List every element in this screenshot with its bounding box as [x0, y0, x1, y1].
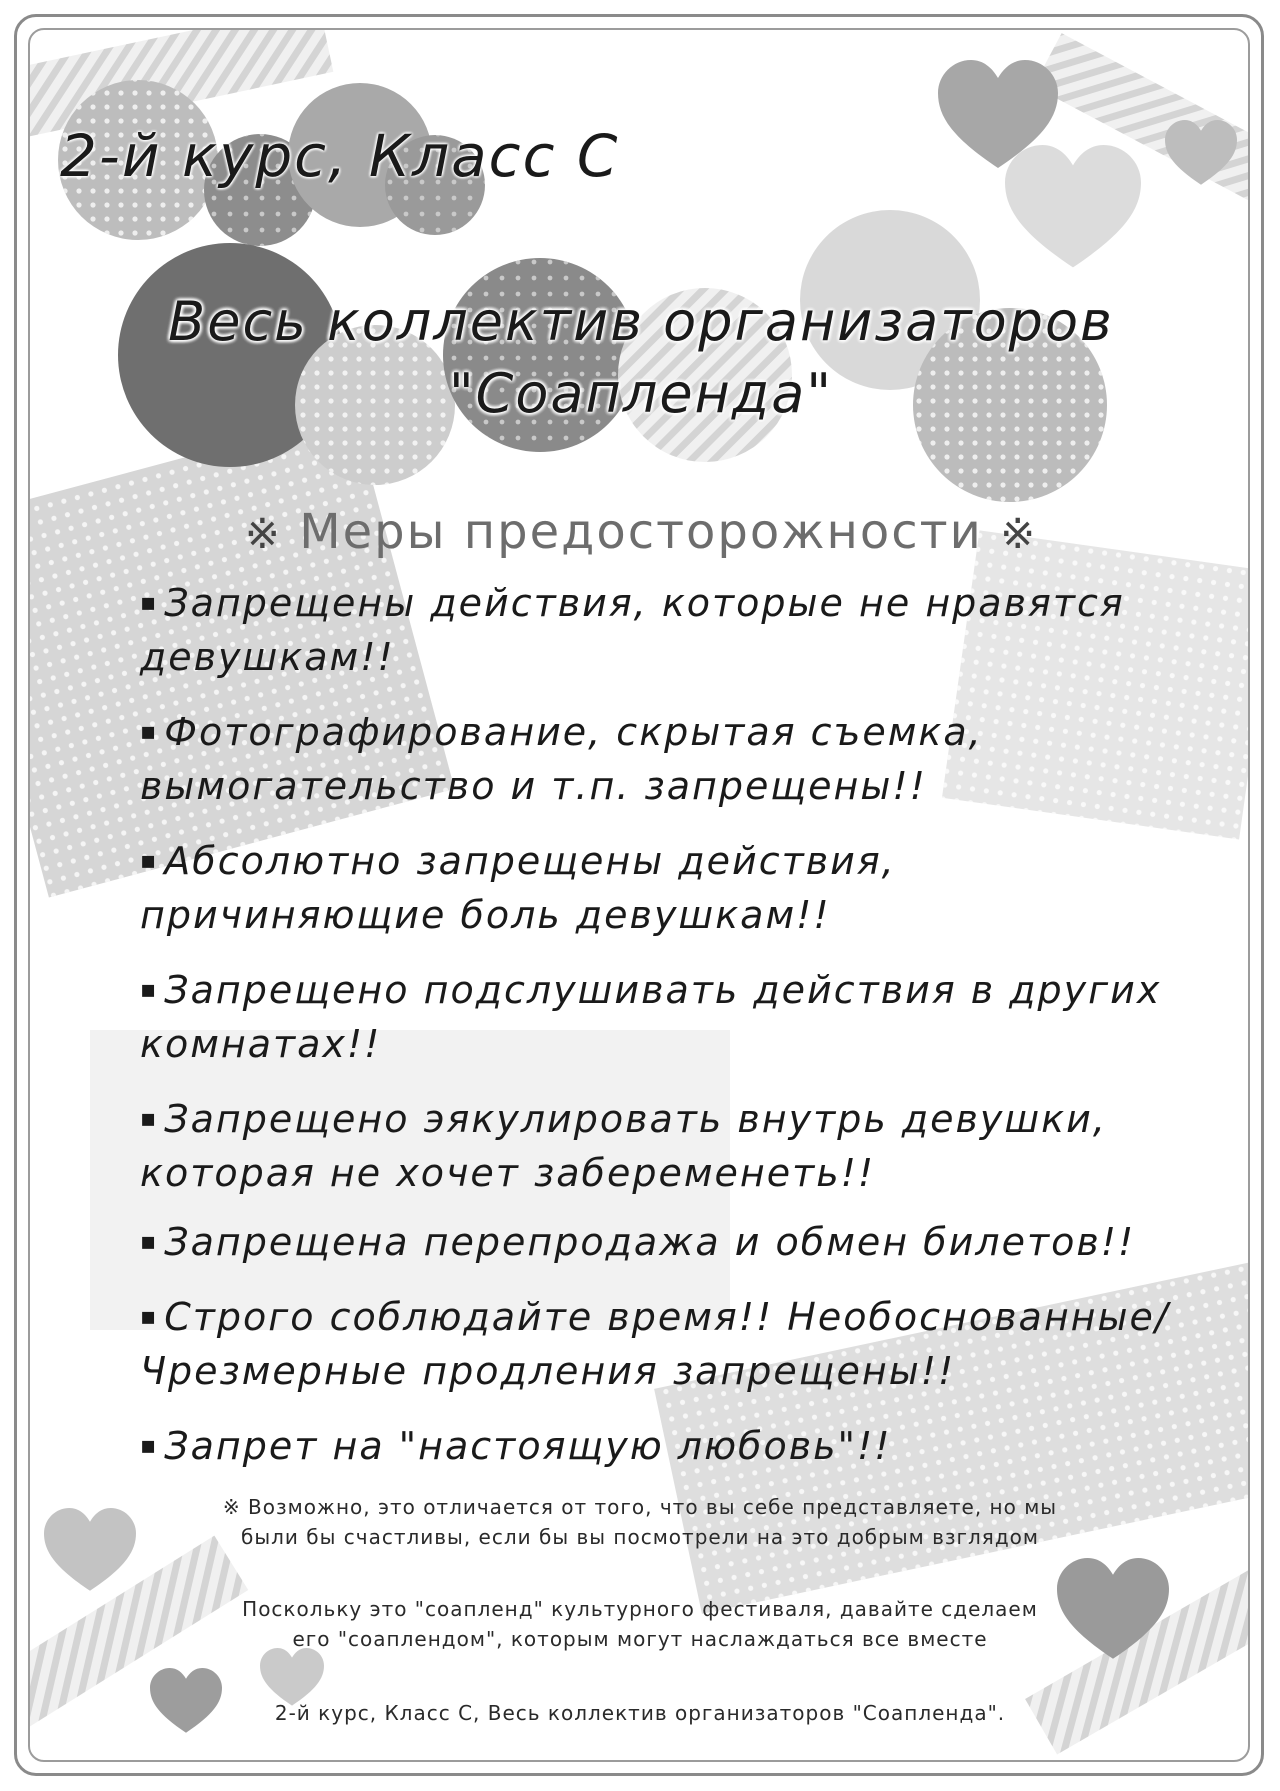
- list-item: ▪ Запрещено эякулировать внутрь девушки, которая не хочет забеременеть!!: [140, 1097, 1107, 1195]
- signature: 2-й курс, Класс С, Весь коллектив организаторов "Соапленда".: [274, 1701, 1006, 1725]
- organizers-name: "Соапленда": [448, 362, 834, 425]
- festival-appeal: Поскольку это "соапленд" культурного фестиваля, давайте сделаем его "соаплендом", которым могут наслаждаться все вместе: [242, 1597, 1038, 1651]
- bullet-icon: ▪: [140, 846, 159, 874]
- heart-icon: [150, 1668, 222, 1733]
- heart-icon: [44, 1508, 136, 1591]
- bullet-icon: ▪: [140, 1431, 159, 1459]
- list-item: ▪ Фотографирование, скрытая съемка, вымогательство и т.п. запрещены!!: [140, 710, 983, 808]
- organizers-title: Весь коллектив организаторов: [168, 290, 1114, 353]
- list-item: ▪ Строго соблюдайте время!! Необоснованные/Чрезмерные продления запрещены!!: [140, 1295, 1170, 1393]
- reference-mark-icon: ※: [1000, 509, 1038, 558]
- heart-icon: [1005, 145, 1141, 267]
- bullet-icon: ▪: [140, 1227, 159, 1255]
- list-item: ▪ Абсолютно запрещены действия, причиняющие боль девушкам!!: [140, 839, 896, 937]
- bullet-icon: ▪: [140, 1104, 159, 1132]
- bullet-icon: ▪: [140, 975, 159, 1003]
- list-item: ▪ Запрещена перепродажа и обмен билетов!!: [140, 1220, 1136, 1264]
- footnote: ※ Возможно, это отличается от того, что вы себе представляете, но мы были бы счастливы, если бы вы посмотрели на это добрым взглядом: [222, 1495, 1058, 1549]
- bullet-icon: ▪: [140, 588, 159, 616]
- bullet-icon: ▪: [140, 717, 159, 745]
- heart-icon: [260, 1648, 324, 1706]
- precautions-title: Меры предосторожности: [299, 504, 983, 560]
- page-frame: [28, 28, 1250, 1762]
- class-title: 2-й курс, Класс С: [60, 122, 620, 190]
- precautions-heading: [30, 504, 1250, 560]
- list-item: ▪ Запрещено подслушивать действия в других комнатах!!: [140, 968, 1162, 1066]
- reference-mark-icon: ※: [222, 1495, 241, 1519]
- bullet-icon: ▪: [140, 1302, 159, 1330]
- list-item: ▪ Запрещены действия, которые не нравятся девушкам!!: [140, 581, 1125, 679]
- list-item: ▪ Запрет на "настоящую любовь"!!: [140, 1424, 892, 1468]
- reference-mark-icon: ※: [244, 509, 282, 558]
- rules-list: [140, 575, 1180, 1493]
